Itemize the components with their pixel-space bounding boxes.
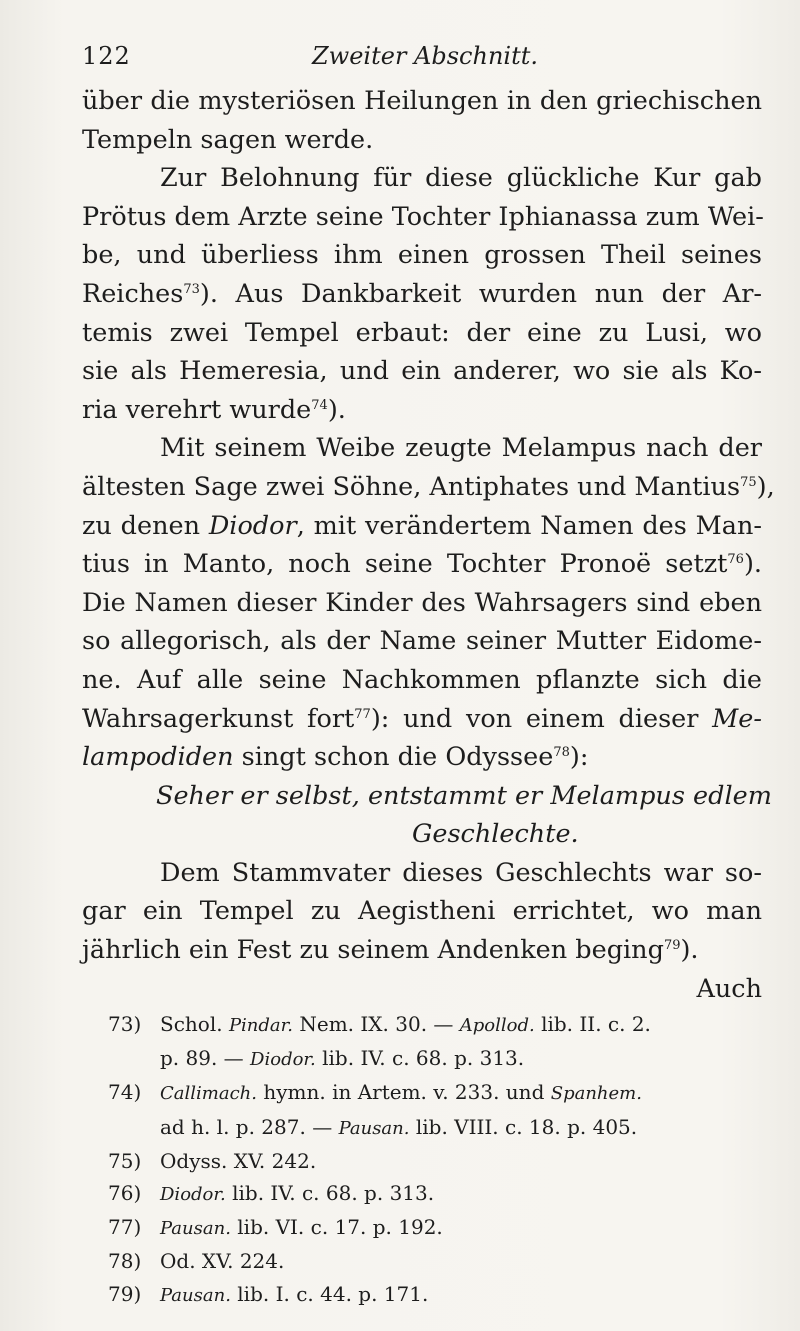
- text-line: ältesten Sage zwei Söhne, Antiphates und Mantius$^{75}$),: [82, 471, 775, 502]
- text-line: tius in Manto, noch seine Tochter Pronoë setzt$^{76}$).: [82, 549, 762, 580]
- footnote: 74) Callimach. hymn. in Artem. v. 233. und Spanhem.: [108, 1080, 642, 1105]
- text-line: Mit seinem Weibe zeugte Melampus nach der: [160, 433, 762, 464]
- footnote: 78) Od. XV. 224.: [108, 1249, 285, 1274]
- footnote-ref: 76: [727, 552, 744, 568]
- footnote: ad h. l. p. 287. — Pausan. lib. VIII. c. 18. p. 405.: [160, 1114, 638, 1139]
- text-line: sie als Hemeresia, und ein anderer, wo sie als Ko-: [82, 356, 762, 387]
- text-line: Reiches$^{73}$). Aus Dankbarkeit wurden nun der Ar-: [82, 278, 762, 309]
- footnote: 75) Odyss. XV. 242.: [108, 1148, 317, 1173]
- text-line: temis zwei Tempel erbaut: der eine zu Lusi, wo: [82, 317, 762, 348]
- text-line: lampodiden singt schon die Odyssee$^{78}$):: [82, 742, 589, 773]
- text-line: ne. Auf alle seine Nachkommen pflanzte sich die: [82, 664, 762, 695]
- text-line: zu denen Diodor, mit verändertem Namen des Man-: [82, 510, 762, 541]
- verse-line: Seher er selbst, entstammt er Melampus edlem: [156, 780, 772, 811]
- text-line: gar ein Tempel zu Aegistheni errichtet, wo man: [82, 896, 762, 927]
- footnote: p. 89. — Diodor. lib. IV. c. 68. p. 313.: [160, 1046, 525, 1071]
- footnote-ref: 79: [663, 938, 681, 954]
- footnotes: [108, 1008, 768, 1312]
- text-line: Zur Belohnung für diese glückliche Kur gab: [160, 163, 762, 194]
- verse-line: Geschlechte.: [412, 819, 579, 850]
- text-line: Tempeln sagen werde.: [82, 124, 374, 155]
- body-text: [82, 82, 775, 1008]
- text-line: so allegorisch, als der Name seiner Mutter Eidome-: [82, 626, 762, 657]
- footnote: 73) Schol. Pindar. Nem. IX. 30. — Apollod. lib. II. c. 2.: [108, 1012, 651, 1036]
- text-line: Dem Stammvater dieses Geschlechts war so-: [160, 857, 762, 888]
- footnote-ref: 73: [183, 281, 200, 297]
- footnote-ref: 75: [740, 474, 757, 490]
- page-number: 122: [82, 42, 131, 70]
- footnote: 76) Diodor. lib. IV. c. 68. p. 313.: [108, 1181, 435, 1206]
- page-header: [82, 38, 762, 78]
- text-line: be, und überliess ihm einen grossen Theil seines: [82, 240, 762, 271]
- catchword: Auch: [696, 973, 762, 1004]
- text-line: jährlich ein Fest zu seinem Andenken beging$^{79}$).: [82, 935, 699, 966]
- footnote: 77) Pausan. lib. VI. c. 17. p. 192.: [108, 1215, 443, 1240]
- text-line: ria verehrt wurde$^{74}$).: [82, 394, 346, 425]
- text-line: Prötus dem Arzte seine Tochter Iphianassa zum Wei-: [82, 201, 764, 232]
- footnote-ref: 77: [354, 706, 371, 722]
- text-line: Die Namen dieser Kinder des Wahrsagers sind eben: [82, 587, 762, 618]
- text-line: Wahrsagerkunst fort$^{77}$): und von einem dieser Me-: [82, 703, 762, 734]
- text-line: über die mysteriösen Heilungen in den griechischen: [82, 86, 762, 116]
- running-title: Zweiter Abschnitt.: [312, 42, 539, 70]
- footnote-ref: 78: [553, 745, 570, 761]
- footnote-ref: 74: [311, 397, 328, 413]
- footnote: 79) Pausan. lib. I. c. 44. p. 171.: [108, 1281, 429, 1306]
